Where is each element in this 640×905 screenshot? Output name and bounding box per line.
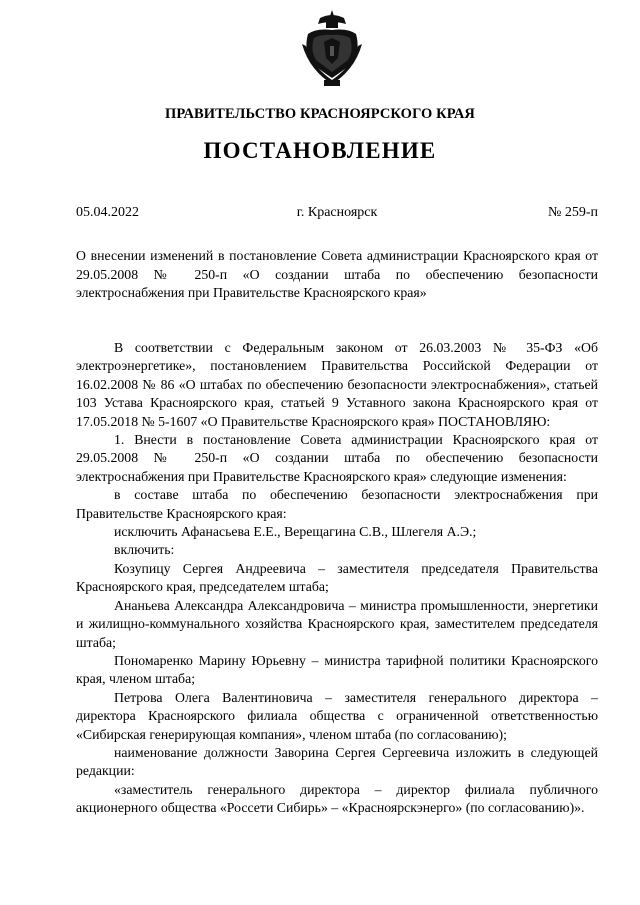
body-paragraph: наименование должности Заворина Сергея Сергеевича изложить в следующей редакции: xyxy=(76,744,598,779)
document-date: 05.04.2022 xyxy=(76,205,139,220)
government-name-heading: ПРАВИТЕЛЬСТВО КРАСНОЯРСКОГО КРАЯ xyxy=(164,106,475,122)
document-body xyxy=(76,339,598,818)
document-city: г. Красноярск xyxy=(296,205,378,220)
document-type-title: ПОСТАНОВЛЕНИЕ xyxy=(203,138,437,163)
document-meta-row xyxy=(76,205,598,223)
body-paragraph: Козупицу Сергея Андреевича – заместителя председателя Правительства Красноярского края, председателем штаба; xyxy=(76,560,598,595)
document-subject: О внесении изменений в постановление Совета администрации Красноярского края от 29.05.2008 № 250-п «О создании штаба по обеспечению безопасности электроснабжения при Правительстве Красноярского края» xyxy=(76,248,598,300)
body-paragraph: В соответствии с Федеральным законом от 26.03.2003 № 35-ФЗ «Об электроэнергетике», постановлением Правительства Российской Федерации от 16.02.2008 № 86 «О штабах по обеспечению безопасности электроснабжения», статьей 103 Устава Красноярского края, статьей 9 Уставного закона Красноярского края от 17.05.2018 № 5-1607 «О Правительстве Красноярского края» ПОСТАНОВЛЯЮ: xyxy=(76,340,598,429)
body-paragraph: Петрова Олега Валентиновича – заместителя генерального директора – директора Красноярского филиала общества с ограниченной ответственностью «Сибирская генерирующая компания», членом штаба (по согласованию); xyxy=(76,689,598,742)
body-paragraph: «заместитель генерального директора – директор филиала публичного акционерного общества «Россети Сибирь» – «Красноярскэнерго» (по согласованию)». xyxy=(76,781,598,816)
krasnoyarsk-coat-of-arms-emblem xyxy=(300,8,364,88)
body-paragraph: включить: xyxy=(114,542,175,558)
body-paragraph: Ананьева Александра Александровича – министра промышленности, энергетики и жилищно-коммунального хозяйства Красноярского края, заместителем председателя штаба; xyxy=(76,597,598,650)
body-paragraph: Пономаренко Марину Юрьевну – министра тарифной политики Красноярского края, членом штаба; xyxy=(76,652,598,687)
body-paragraph: исключить Афанасьева Е.Е., Верещагина С.В., Шлегеля А.Э.; xyxy=(114,524,477,540)
body-paragraph: 1. Внести в постановление Совета администрации Красноярского края от 29.05.2008 № 250-п «О создании штаба по обеспечению безопасности электроснабжения при Правительстве Красноярского края» следующие изменения: xyxy=(76,432,598,484)
body-paragraph: в составе штаба по обеспечению безопасности электроснабжения при Правительстве Красноярского края: xyxy=(76,487,598,521)
document-number: № 259-п xyxy=(547,205,598,220)
